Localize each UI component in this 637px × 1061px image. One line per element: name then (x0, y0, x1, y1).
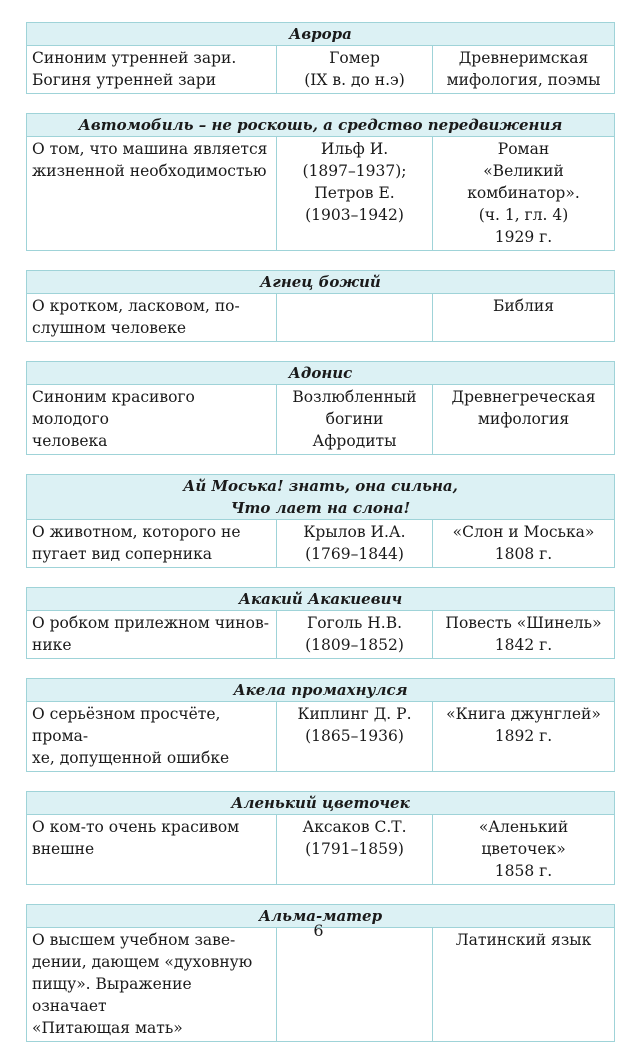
entry-title: Аврора (27, 23, 614, 46)
entry-source: Повесть «Шинель» 1842 г. (445, 614, 602, 654)
entry-row (27, 137, 614, 250)
entry-akakiy-akakievich (26, 587, 615, 659)
entry-meaning: О ком-то очень красивом внешне (27, 815, 277, 884)
entry-source: Древнеримская мифология, поэмы (446, 49, 601, 89)
entry-title: Адонис (27, 362, 614, 385)
entry-source: Латинский язык (455, 931, 592, 949)
entry-author: Аксаков С.Т. (1791–1859) (277, 815, 433, 884)
entry-alenkiy-tsvetochek (26, 791, 615, 885)
entry-agnets-bozhiy (26, 270, 615, 342)
entry-meaning: О животном, которого не пугает вид соперника (27, 520, 277, 567)
entry-author: Гомер (IX в. до н.э) (277, 46, 433, 93)
entry-meaning: О том, что машина является жизненной необходимостью (27, 137, 277, 250)
entry-meaning: О серьёзном просчёте, прома- хе, допущенной ошибке (27, 702, 277, 771)
entry-author (277, 294, 433, 341)
dictionary-entries (26, 22, 615, 1061)
entry-author: Киплинг Д. Р. (1865–1936) (277, 702, 433, 771)
entry-title: Альма-матер (27, 905, 614, 928)
entry-author: Крылов И.А. (1769–1844) (277, 520, 433, 567)
entry-meaning: О робком прилежном чинов- нике (27, 611, 277, 658)
entry-title: Акакий Акакиевич (27, 588, 614, 611)
page-number: 6 (313, 921, 324, 940)
entry-author: Возлюбленный богини Афродиты (277, 385, 433, 454)
entry-author: Гоголь Н.В. (1809–1852) (277, 611, 433, 658)
entry-avrora (26, 22, 615, 94)
entry-title: Аленький цветочек (27, 792, 614, 815)
entry-adonis (26, 361, 615, 455)
entry-author (277, 928, 433, 1041)
entry-row (27, 385, 614, 454)
entry-title: Ай Моська! знать, она сильна, Что лает на слона! (27, 475, 614, 520)
entry-row (27, 46, 614, 93)
entry-meaning: Синоним утренней зари. Богиня утренней зари (27, 46, 277, 93)
entry-row (27, 815, 614, 884)
entry-meaning: Синоним красивого молодого человека (27, 385, 277, 454)
entry-title: Автомобиль – не роскошь, а средство передвижения (27, 114, 614, 137)
entry-source: Роман «Великий комбинатор». (ч. 1, гл. 4) 1929 г. (467, 140, 580, 246)
entry-row (27, 611, 614, 658)
entry-author: Ильф И. (1897–1937); Петров Е. (1903–1942) (277, 137, 433, 250)
entry-meaning: О высшем учебном заве- дении, дающем «духовную пищу». Выражение означает «Питающая мать» (27, 928, 277, 1041)
entry-title: Агнец божий (27, 271, 614, 294)
entry-source: Древнегреческая мифология (451, 388, 596, 428)
entry-row (27, 702, 614, 771)
entry-source: Библия (492, 297, 554, 315)
entry-title: Акела промахнулся (27, 679, 614, 702)
entry-source: «Книга джунглей» 1892 г. (446, 705, 601, 745)
entry-row (27, 928, 614, 1041)
entry-source: «Аленький цветочек» 1858 г. (478, 818, 569, 880)
entry-row (27, 520, 614, 567)
entry-row (27, 294, 614, 341)
entry-avtomobil (26, 113, 615, 251)
entry-meaning: О кротком, ласковом, по- слушном человеке (27, 294, 277, 341)
entry-ay-moska (26, 474, 615, 568)
entry-source: «Слон и Моська» 1808 г. (452, 523, 595, 563)
entry-akela (26, 678, 615, 772)
